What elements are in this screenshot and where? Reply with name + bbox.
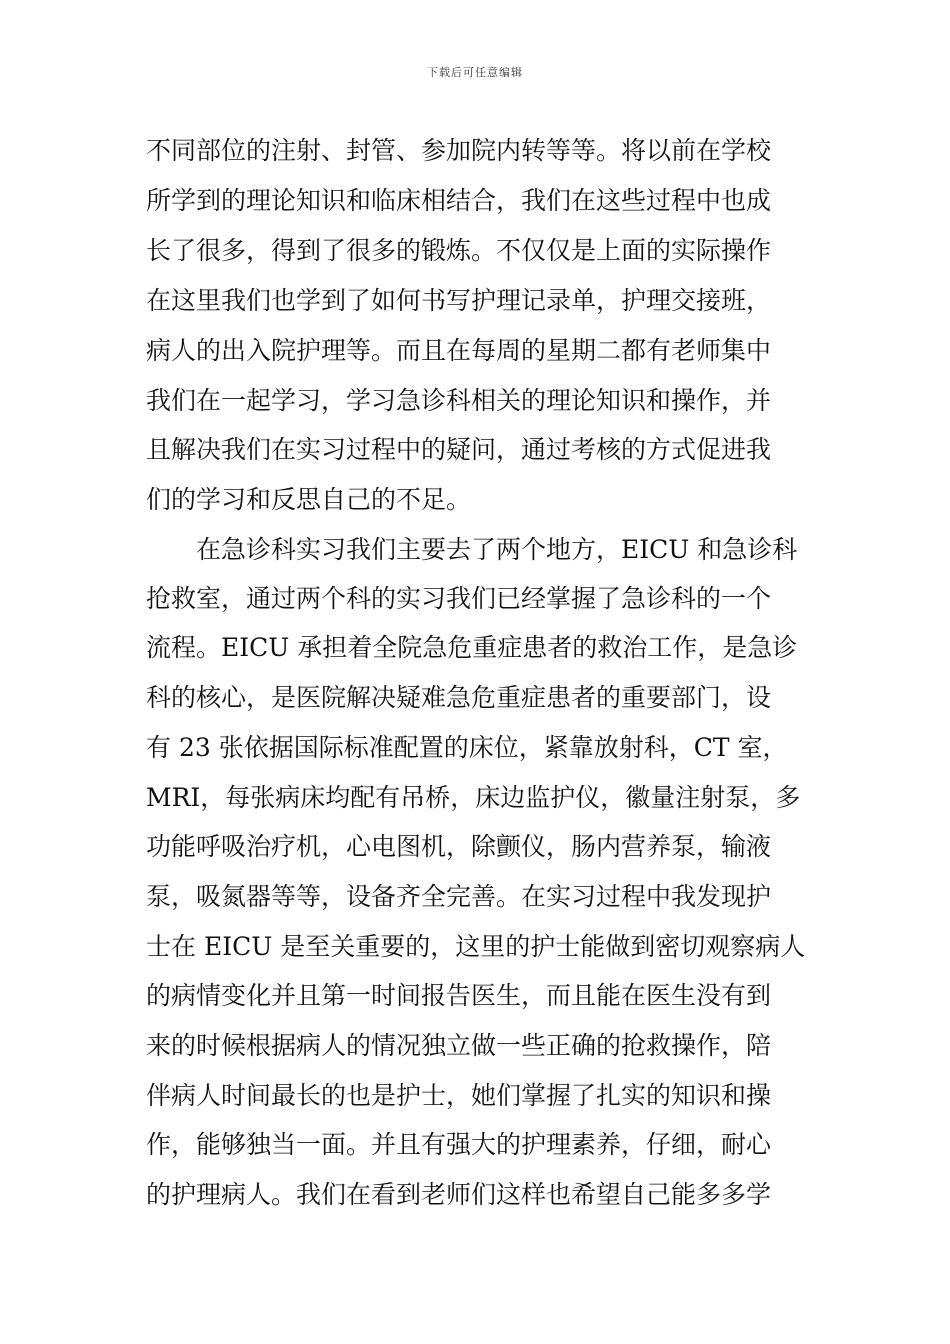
page-header: 下载后可任意编辑 <box>427 66 523 79</box>
text-line: 不同部位的注射、封管、参加院内转等等。将以前在学校 <box>146 136 772 165</box>
text-line: MRI，每张病床均配有吊桥，床边监护仪，徽量注射泵，多 <box>146 783 801 812</box>
text-line: 功能呼吸治疗机，心电图机，除颤仪，肠内营养泵，输液 <box>146 832 772 861</box>
text-line: 所学到的理论知识和临床相结合，我们在这些过程中也成 <box>146 186 772 215</box>
text-line: 的护理病人。我们在看到老师们这样也希望自己能多多学 <box>146 1180 772 1209</box>
text-line: 长了很多，得到了很多的锻炼。不仅仅是上面的实际操作 <box>146 236 772 265</box>
text-line: 病人的出入院护理等。而且在每周的星期二都有老师集中 <box>146 336 772 365</box>
text-line: 伴病人时间最长的也是护士，她们掌握了扎实的知识和操 <box>146 1081 772 1110</box>
text-line: 我们在一起学习，学习急诊科相关的理论知识和操作，并 <box>146 386 772 415</box>
text-line: 泵，吸氮器等等，设备齐全完善。在实习过程中我发现护 <box>146 882 772 911</box>
text-line: 在这里我们也学到了如何书写护理记录单，护理交接班， <box>146 286 772 315</box>
text-line: 科的核心，是医院解决疑难急危重症患者的重要部门，设 <box>146 683 772 712</box>
text-line: 抢救室，通过两个科的实习我们已经掌握了急诊科的一个 <box>146 584 772 613</box>
text-line: 作，能够独当一面。并且有强大的护理素养，仔细，耐心 <box>146 1130 772 1159</box>
text-line: 士在 EICU 是至关重要的，这里的护士能做到密切观察病人 <box>146 932 806 961</box>
text-line: 来的时候根据病人的情况独立做一些正确的抢救操作，陪 <box>146 1031 772 1060</box>
text-line: 有 23 张依据国际标准配置的床位，紧靠放射科，CT 室， <box>146 733 788 762</box>
text-line: 且解决我们在实习过程中的疑问，通过考核的方式促进我 <box>146 435 772 464</box>
text-line: 流程。EICU 承担着全院急危重症患者的救治工作，是急诊 <box>146 633 798 662</box>
text-line: 在急诊科实习我们主要去了两个地方，EICU 和急诊科 <box>146 535 798 564</box>
text-line: 的病情变化并且第一时间报告医生，而且能在医生没有到 <box>146 981 772 1010</box>
text-line: 们的学习和反思自己的不足。 <box>146 485 472 514</box>
